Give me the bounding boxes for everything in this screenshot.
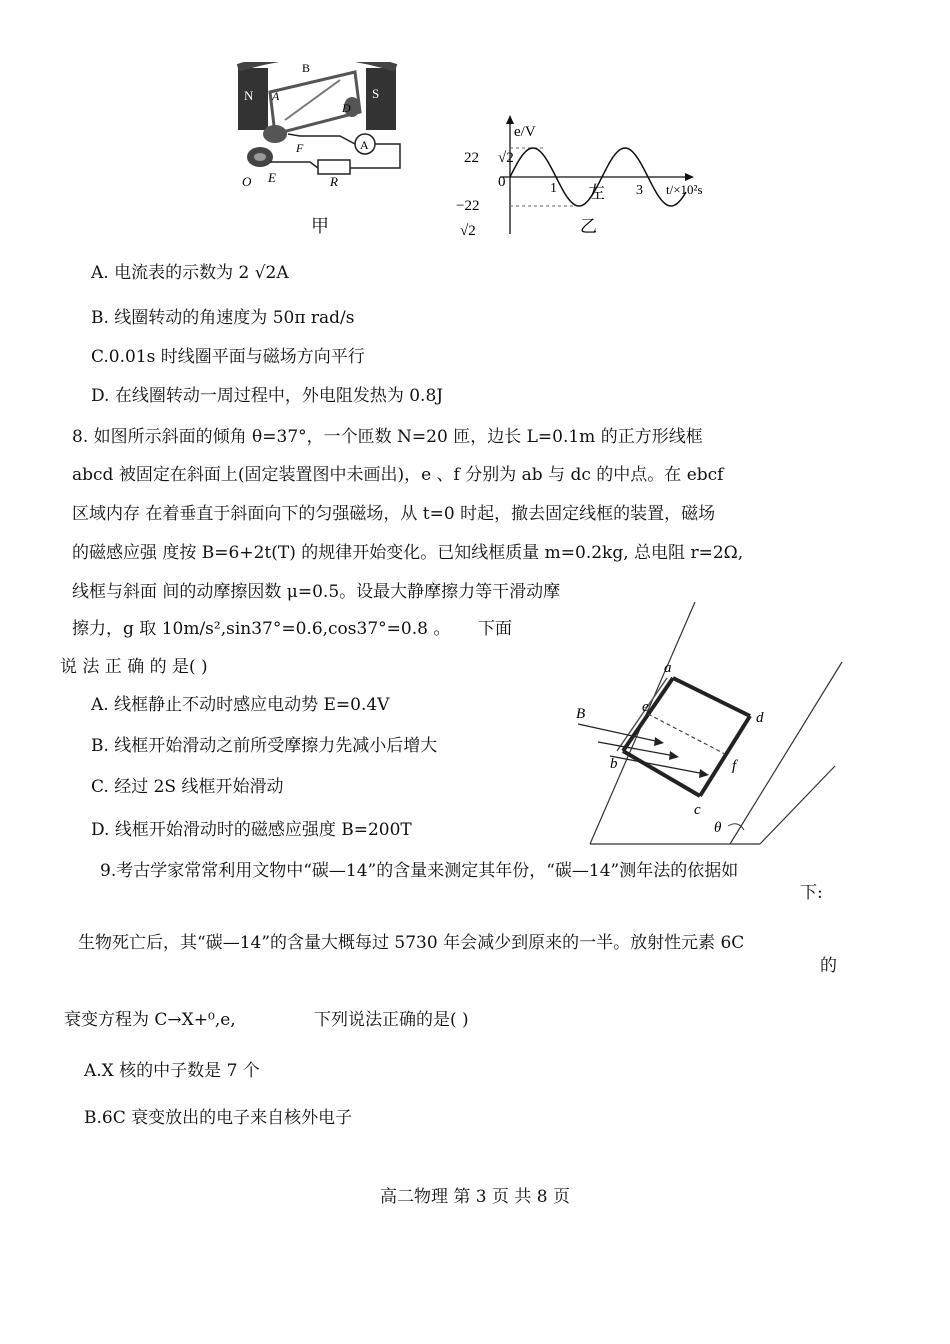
graph-tick-2: 左 bbox=[588, 183, 605, 202]
label-r: R bbox=[330, 174, 338, 189]
incline-label-d: d bbox=[756, 710, 764, 726]
q8-line-4: 的磁感应强 度按 B=6+2t(T) 的规律开始变化。已知线框质量 m=0.2kg, 总电阻 r=2Ω, bbox=[72, 543, 744, 563]
q8-question-stem: 说 法 正 确 的 是( ) bbox=[60, 657, 208, 677]
incline-label-c: c bbox=[694, 802, 701, 818]
q7-option-c: C.0.01s 时线圈平面与磁场方向平行 bbox=[91, 347, 365, 367]
figure-jia-caption: 甲 bbox=[311, 216, 329, 236]
label-e: E bbox=[268, 170, 276, 185]
graph-zero: 0 bbox=[498, 174, 506, 190]
graph-xlabel: t/×10²s bbox=[666, 182, 703, 197]
coil-side-ad bbox=[673, 678, 750, 716]
q7-option-b: B. 线圈转动的角速度为 50π rad/s bbox=[91, 308, 355, 328]
graph-y-bot-a: −22 bbox=[456, 198, 480, 214]
q9-option-b: B.6C 衰变放出的电子来自核外电子 bbox=[84, 1108, 353, 1128]
incline-label-a: a bbox=[664, 660, 672, 676]
label-d: D bbox=[342, 101, 351, 115]
graph-ylabel: e/V bbox=[514, 124, 536, 140]
label-ammeter: A bbox=[360, 138, 369, 152]
incline-coil-figure bbox=[560, 596, 845, 858]
q9-line-2-tail: 的 bbox=[820, 956, 837, 976]
graph-tick-3: 3 bbox=[636, 183, 643, 198]
q7-option-a: A. 电流表的示数为 2 √2A bbox=[91, 263, 289, 283]
incline-label-b: b bbox=[610, 756, 618, 772]
label-b: B bbox=[302, 62, 311, 75]
incline-label-theta: θ bbox=[714, 820, 722, 836]
q9-line-2: 生物死亡后，其“碳—14”的含量大概每过 5730 年会减少到原来的一半。放射性元素 6C bbox=[78, 933, 745, 953]
coil-midline-ef bbox=[648, 714, 725, 754]
coil-side-bc bbox=[623, 751, 700, 796]
emf-graph bbox=[450, 112, 720, 240]
label-o: O bbox=[242, 174, 252, 189]
resistor-r bbox=[318, 160, 350, 174]
q9-line-3a: 衰变方程为 C→X+⁰,e, bbox=[64, 1010, 236, 1030]
incline-label-f: f bbox=[732, 758, 737, 774]
coil-side-dc bbox=[700, 716, 750, 796]
magnet-s-block bbox=[366, 68, 396, 130]
q8-line-3: 区域内存 在着垂直于斜面向下的匀强磁场，从 t=0 时起，撤去固定线框的装置，磁场 bbox=[72, 504, 716, 524]
q7-option-d: D. 在线圈转动一周过程中，外电阻发热为 0.8J bbox=[91, 386, 444, 406]
q9-line-3b: 下列说法正确的是( ) bbox=[314, 1010, 469, 1030]
q8-line-5: 线框与斜面 间的动摩擦因数 μ=0.5。设最大静摩擦力等干滑动摩 bbox=[72, 582, 561, 602]
q8-line-2: abcd 被固定在斜面上(固定装置图中未画出)，e 、f 分别为 ab 与 dc 的中点。在 ebcf bbox=[72, 465, 724, 485]
graph-tick-1: 1 bbox=[550, 181, 557, 196]
q9-line-1-tail: 下: bbox=[800, 883, 823, 903]
label-n: N bbox=[244, 88, 254, 103]
graph-y-bot-b: √2 bbox=[460, 223, 476, 239]
graph-caption: 乙 bbox=[580, 217, 597, 236]
q9-option-a: A.X 核的中子数是 7 个 bbox=[84, 1061, 260, 1081]
graph-y-top-b: √2 bbox=[498, 150, 514, 166]
q8-line-6a: 擦力，g 取 10m/s²,sin37°=0.6,cos37°=0.8 。 bbox=[72, 619, 451, 639]
q8-option-b: B. 线框开始滑动之前所受摩擦力先减小后增大 bbox=[91, 736, 438, 756]
q8-line-6b: 下面 bbox=[478, 619, 512, 639]
page-footer: 高二物理 第 3 页 共 8 页 bbox=[379, 1187, 571, 1207]
incline-label-e: e bbox=[642, 699, 649, 715]
slip-ring-upper bbox=[263, 125, 287, 143]
label-f: F bbox=[296, 141, 304, 155]
q8-line-1: 8. 如图所示斜面的倾角 θ=37°，一个匝数 N=20 匝，边长 L=0.1m 的正方形线框 bbox=[72, 427, 703, 447]
label-a: A bbox=[272, 89, 280, 103]
label-s: S bbox=[372, 86, 380, 101]
incline-label-B: B bbox=[576, 706, 586, 722]
q8-option-d: D. 线框开始滑动时的磁感应强度 B=200T bbox=[91, 820, 412, 840]
q8-option-a: A. 线框静止不动时感应电动势 E=0.4V bbox=[91, 695, 390, 715]
graph-y-top-a: 22 bbox=[464, 150, 479, 166]
generator-figure bbox=[230, 62, 405, 190]
q9-line-1: 9.考古学家常常利用文物中“碳—14”的含量来测定其年份，“碳—14”测年法的依据如 bbox=[100, 861, 739, 881]
q8-option-c: C. 经过 2S 线框开始滑动 bbox=[91, 777, 284, 797]
